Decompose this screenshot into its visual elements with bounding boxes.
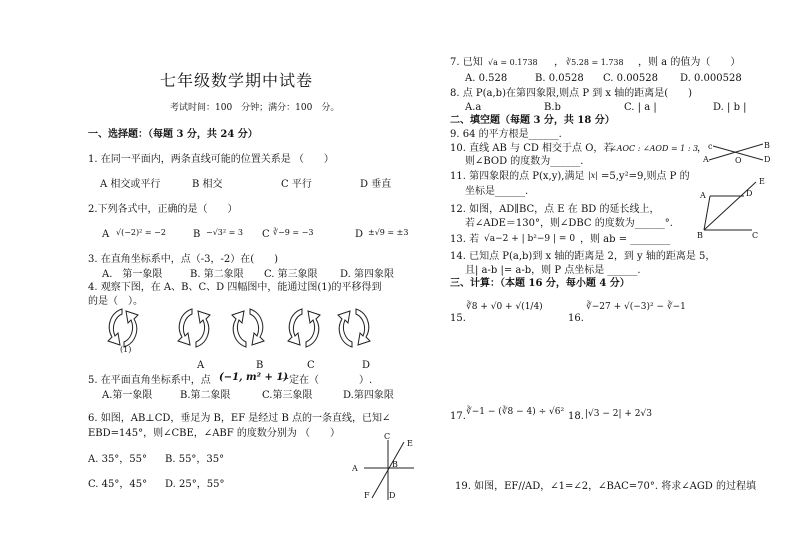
q12-label-b: B <box>697 231 703 240</box>
q4-fig1-label: (1) <box>120 345 132 354</box>
q7-given1: √a = 0.1738 <box>488 58 538 67</box>
q2-option-b: B <box>193 229 201 240</box>
q6-label-d: D <box>389 491 396 500</box>
q8-option-b: B.b <box>544 102 561 113</box>
q6-label-c: C <box>384 432 391 441</box>
q7-option-d: D. 0.000528 <box>680 73 742 84</box>
q2-expr-b: −√3² = 3 <box>206 228 243 237</box>
q10-label-o: O <box>735 156 742 165</box>
q2-option-a: A <box>102 229 110 240</box>
section1-heading: 一、选择题：（每题 3 分，共 24 分） <box>88 129 258 140</box>
q14-line1: 14. 已知点 P(a,b)到 x 轴的距离是 2，到 y 轴的距离是 5， <box>450 251 716 262</box>
q10-label-b: B <box>764 141 770 150</box>
q6-stem-line1: 6. 如图，AB⊥CD，垂足为 B，EF 是经过 B 点的一条直线，已知∠ <box>88 413 391 424</box>
q5-option-d: D.第四象限 <box>343 390 394 401</box>
q12-line1: 12. 如图，AD∥BC，点 E 在 BD 的延长线上， <box>450 204 660 215</box>
q6-stem-line2: EBD=145°，则∠CBE，∠ABF 的度数分别为 （ ） <box>88 428 341 439</box>
q19-stem: 19. 如图，EF//AD，∠1=∠2，∠BAC=70°. 将求∠AGD 的过程填 <box>455 481 757 492</box>
q4-figures <box>100 305 390 355</box>
q10-line2: 则∠BOD 的度数为______. <box>465 156 584 167</box>
q1-option-c: C 平行 <box>281 179 312 190</box>
q17-number: 17. <box>450 411 466 422</box>
q6-label-f: F <box>364 491 370 500</box>
q5-point: (−1, m² + 1) <box>219 372 289 383</box>
q13-expr: √a−2 + | b²−9 | = 0 <box>484 234 576 244</box>
exam-meta: 考试时间：100 分钟；满分：100 分。 <box>170 103 340 113</box>
q10-ratio: ∠AOC : ∠AOD = 1 : 3 <box>610 144 699 153</box>
q2-stem: 2.下列各式中，正确的是（ ） <box>88 204 238 215</box>
q6-option-c: C. 45°，45° <box>88 479 148 490</box>
q10-label-a: A <box>703 155 709 164</box>
q11-line1-a: 11. 第四象限的点 P(x,y),满足 <box>450 171 585 182</box>
q13-a: 13. 若 <box>450 234 480 245</box>
q1-option-d: D 垂直 <box>360 179 392 190</box>
q7-option-c: C. 0.00528 <box>603 73 659 84</box>
q17-expr: ∛−1 − (∛8 − 4) ÷ √6² <box>466 407 565 417</box>
q7-given2: ∛5.28 = 1.738 <box>566 58 624 67</box>
q2-expr-d: ±√9 = ±3 <box>368 228 409 237</box>
q18-expr: |√3 − 2| + 2√3 <box>585 409 652 419</box>
q5-stem-b: 一定在（ ）. <box>279 375 373 386</box>
q11-absx: |x| <box>588 171 598 180</box>
q3-stem: 3. 在直角坐标系中，点（-3，-2）在( ) <box>88 254 279 265</box>
q13-b: ，则 ab = ________ <box>580 234 671 245</box>
q7-stem-a: 7. 已知 <box>450 57 483 68</box>
q6-label-a: A <box>352 464 358 473</box>
q15-expr: ∛8 + √0 + √(1/4) <box>466 302 543 312</box>
q5-option-c: C.第三象限 <box>262 390 313 401</box>
q16-expr: ∛−27 + √(−3)² − ∛−1 <box>586 302 686 312</box>
q1-stem: 1. 在同一平面内，两条直线可能的位置关系是 （ ） <box>88 154 334 165</box>
q6-label-b: B <box>392 460 398 469</box>
q3-option-a: A. 第一象限 <box>102 269 163 280</box>
q3-option-b: B. 第二象限 <box>190 269 244 280</box>
q2-option-d: D <box>355 229 364 240</box>
q7-option-a: A. 0.528 <box>465 73 508 84</box>
q12-label-a: A <box>700 191 706 200</box>
q7-sep: ， <box>554 57 564 68</box>
q8-option-a: A.a <box>465 102 482 113</box>
q12-figure <box>700 178 762 236</box>
q6-option-a: A. 35°，55° <box>88 454 148 465</box>
q8-option-c: C. | a | <box>624 102 657 113</box>
q4-stem-line2: 的是（ ）。 <box>88 296 143 307</box>
q3-option-c: C. 第三象限 <box>264 269 318 280</box>
q1-option-b: B 相交 <box>192 179 223 190</box>
q6-label-e: E <box>407 439 413 448</box>
q10-label-c: c <box>708 142 713 151</box>
q4-stem-line1: 4. 观察下图，在 A、B、C、D 四幅图中，能通过图(1)的平移得到 <box>88 282 382 293</box>
section3-heading: 三、计算：（本题 16 分，每小题 4 分） <box>450 278 630 289</box>
q11-line2: 坐标是______. <box>465 186 529 197</box>
q4-option-a: A <box>197 360 205 371</box>
q5-stem-a: 5. 在平面直角坐标系中，点 <box>88 375 211 386</box>
q3-option-d: D. 第四象限 <box>340 269 395 280</box>
q6-option-d: D. 25°，55° <box>165 479 225 490</box>
q18-number: 18. <box>568 411 584 422</box>
q4-option-d: D <box>362 360 371 371</box>
q14-line2: 且| a-b |= a-b，则 P 点坐标是 ______. <box>465 265 641 276</box>
q10-line1-b: ， <box>697 143 707 154</box>
q2-expr-c: ∛−9 = −3 <box>273 228 314 237</box>
q9-stem: 9. 64 的平方根是______. <box>450 129 562 140</box>
q4-option-c: C <box>307 360 315 371</box>
q6-option-b: B. 55°，35° <box>165 454 225 465</box>
q12-label-e: E <box>759 177 765 186</box>
page-title: 七年级数学期中试卷 <box>160 71 314 90</box>
q12-line2: 若∠ADE＝130°，则∠DBC 的度数为______°. <box>465 218 673 229</box>
q11-line1-b: =5,y²=9,则点 P 的 <box>601 171 690 182</box>
q8-stem: 8. 点 P(a,b)在第四象限,则点 P 到 x 轴的距离是( ) <box>450 88 693 99</box>
q8-option-d: D. | b | <box>713 102 747 113</box>
q1-option-a: A 相交或平行 <box>100 179 161 190</box>
q10-label-d: D <box>764 155 771 164</box>
q5-option-b: B.第二象限 <box>180 390 231 401</box>
q16-number: 16. <box>568 313 584 324</box>
q5-option-a: A.第一象限 <box>102 390 153 401</box>
q2-expr-a: √(−2)² = −2 <box>116 228 166 237</box>
q7-stem-b: ，则 a 的值为（ ） <box>638 57 741 68</box>
q10-line1-a: 10. 直线 AB 与 CD 相交于点 O，若 <box>450 143 614 154</box>
q4-option-b: B <box>256 360 264 371</box>
q7-option-b: B. 0.0528 <box>535 73 584 84</box>
q15-number: 15. <box>450 313 466 324</box>
q12-label-d: D <box>746 189 753 198</box>
q12-label-c: C <box>752 231 759 240</box>
section2-heading: 二、填空题（每题 3 分，共 18 分） <box>450 115 615 126</box>
q2-option-c: C <box>262 229 270 240</box>
